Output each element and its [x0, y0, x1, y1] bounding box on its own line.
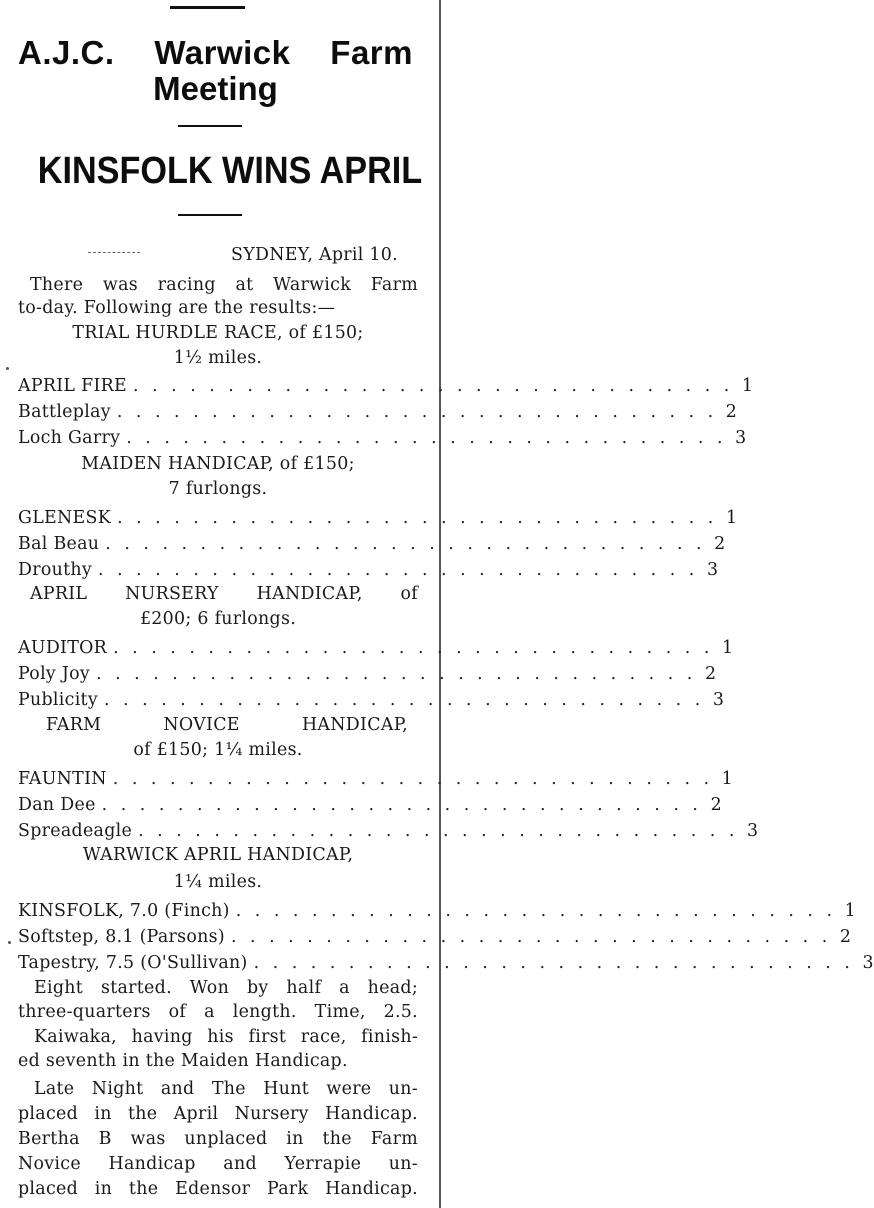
result-row: [18, 560, 719, 580]
race-heading: WARWICK APRIL HANDICAP,: [82, 845, 354, 865]
leader-dots: . . . . . . . . . . . . . . . . . . . . . . . . . . . . . . . .: [112, 769, 714, 789]
intro-line: There was racing at Warwick Farm: [30, 275, 418, 295]
placing: 2: [725, 402, 738, 422]
leader-dots: . . . . . . . . . . . . . . . . . . . . . . . . . . . . . . . .: [230, 927, 832, 947]
race-heading: APRIL NURSERY HANDICAP, of: [30, 584, 418, 604]
result-row: [18, 534, 726, 554]
leader-dots: . . . . . . . . . . . . . . . . . . . . . . . . . . . . . . . .: [126, 428, 727, 448]
race-heading: £200; 6 furlongs.: [139, 609, 297, 629]
headline-rule: [178, 125, 242, 127]
print-speck: [6, 367, 9, 370]
result-row: [18, 376, 754, 396]
placing: 2: [839, 927, 852, 947]
race-heading: MAIDEN HANDICAP, of £150;: [81, 454, 355, 474]
report-line: Bertha B was unplaced in the Farm: [18, 1129, 418, 1149]
horse-name: Battleplay: [18, 402, 111, 422]
result-row: [18, 402, 738, 422]
placing: 2: [710, 795, 722, 815]
horse-name: AUDITOR: [18, 638, 108, 658]
headline-rule: [178, 214, 242, 216]
placing: 2: [704, 664, 717, 684]
headline-word: Farm: [330, 34, 413, 71]
report-line: Eight started. Won by half a head;: [34, 978, 418, 998]
placing: 2: [714, 534, 726, 554]
leader-dots: . . . . . . . . . . . . . . . . . . . . . . . . . . . . . . . .: [133, 376, 734, 396]
horse-name: APRIL FIRE: [18, 376, 128, 396]
placing: 1: [721, 769, 734, 789]
result-row: [18, 769, 734, 789]
leader-dots: . . . . . . . . . . . . . . . . . . . . . . . . . . . . . . . .: [113, 638, 714, 658]
placing: 1: [741, 376, 754, 396]
report-line: Late Night and The Hunt were un-: [34, 1079, 418, 1099]
headline-line-2: Meeting: [153, 70, 278, 107]
leader-dots: . . . . . . . . . . . . . . . . . . . . . . . . . . . . . . . .: [101, 795, 702, 815]
report-line: Novice Handicap and Yerrapie un-: [18, 1154, 418, 1174]
horse-name: KINSFOLK, 7.0 (Finch): [18, 901, 230, 921]
print-speck: [8, 941, 11, 944]
horse-name: Bal Beau: [18, 534, 100, 554]
placing: 1: [725, 508, 738, 528]
horse-name: Tapestry, 7.5 (O'Sullivan): [18, 953, 248, 973]
race-heading: of £150; 1¼ miles.: [133, 740, 303, 760]
result-row: [18, 428, 747, 448]
top-rule: [170, 6, 245, 9]
placing: 3: [735, 428, 747, 448]
horse-name: Drouthy: [18, 560, 93, 580]
horse-name: Publicity: [18, 690, 98, 710]
leader-dots: . . . . . . . . . . . . . . . . . . . . . . . . . . . . . . . .: [96, 664, 697, 684]
headline-word: A.J.C.: [18, 34, 115, 71]
leader-dots: . . . . . . . . . . . . . . . . . . . . . . . . . . . . . . . .: [235, 901, 837, 921]
placing: 3: [862, 953, 874, 973]
leader-dots: . . . . . . . . . . . . . . . . . . . . . . . . . . . . . . . .: [103, 690, 705, 710]
horse-name: Spreadeagle: [18, 821, 133, 841]
horse-name: Dan Dee: [18, 795, 96, 815]
leader-dots: . . . . . . . . . . . . . . . . . . . . . . . . . . . . . . . .: [138, 821, 739, 841]
report-line: placed in the Edensor Park Handicap.: [18, 1179, 418, 1199]
headline-word: Warwick: [154, 34, 291, 71]
placing: 3: [747, 821, 759, 841]
placing: 3: [712, 690, 725, 710]
horse-name: FAUNTIN: [18, 769, 107, 789]
horse-name: Poly Joy: [18, 664, 91, 684]
leader-dots: . . . . . . . . . . . . . . . . . . . . . . . . . . . . . . . .: [253, 953, 854, 973]
report-line: ed seventh in the Maiden Handicap.: [18, 1051, 348, 1071]
headline-line-1: [18, 36, 413, 69]
placing: 1: [721, 638, 734, 658]
result-row: [18, 638, 734, 658]
race-heading: TRIAL HURDLE RACE, of £150;: [72, 323, 364, 343]
leader-dots: . . . . . . . . . . . . . . . . . . . . . . . . . . . . . . . .: [105, 534, 706, 554]
race-heading: FARM NOVICE HANDICAP,: [46, 715, 408, 735]
race-heading: 7 furlongs.: [168, 479, 268, 499]
result-row: [18, 508, 738, 528]
race-heading: 1¼ miles.: [173, 872, 263, 892]
headline-main: KINSFOLK WINS APRIL: [37, 150, 423, 192]
intro-line: to-day. Following are the results:—: [18, 298, 336, 318]
result-row: [18, 795, 722, 815]
race-heading: 1½ miles.: [173, 348, 263, 368]
result-row: [18, 901, 857, 921]
report-line: placed in the April Nursery Handicap.: [18, 1104, 418, 1124]
horse-name: Loch Garry: [18, 428, 121, 448]
leader-dots: . . . . . . . . . . . . . . . . . . . . . . . . . . . . . . . .: [98, 560, 699, 580]
dateline: SYDNEY, April 10.: [231, 245, 398, 265]
placing: 3: [706, 560, 719, 580]
result-row: [18, 953, 874, 973]
result-row: [18, 690, 725, 710]
report-line: Kaiwaka, having his first race, finish-: [34, 1027, 418, 1047]
leader-dots: . . . . . . . . . . . . . . . . . . . . . . . . . . . . . . . .: [117, 508, 718, 528]
leader-dots: . . . . . . . . . . . . . . . . . . . . . . . . . . . . . . . .: [116, 402, 718, 422]
column-edge-line: [439, 0, 441, 1208]
result-row: [18, 927, 852, 947]
result-row: [18, 664, 717, 684]
horse-name: GLENESK: [18, 508, 112, 528]
placing: 1: [844, 901, 857, 921]
report-line: three-quarters of a length. Time, 2.5.: [18, 1002, 418, 1022]
result-row: [18, 821, 759, 841]
horse-name: Softstep, 8.1 (Parsons): [18, 927, 225, 947]
